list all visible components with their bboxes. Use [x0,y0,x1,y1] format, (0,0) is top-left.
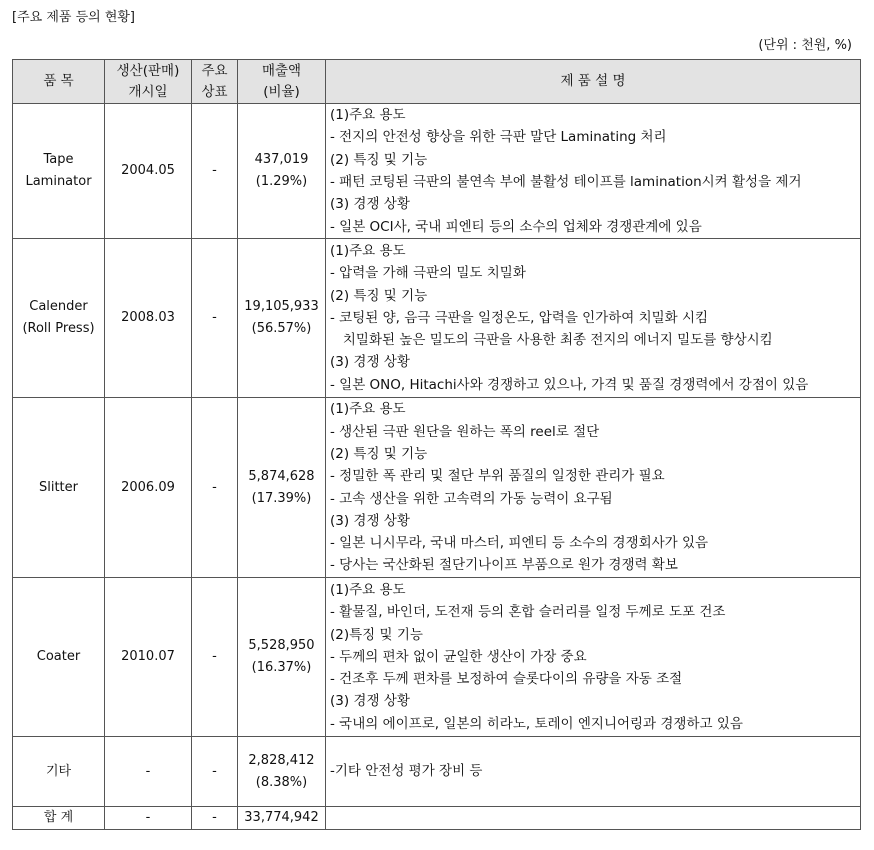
start-date: 2008.03 [105,239,192,398]
table-row [13,737,861,807]
header-sales: 매출액 (비율) [238,60,326,104]
header-start-date: 생산(판매) 개시일 [105,60,192,104]
unit-label: (단위 : 천원, %) [758,38,852,53]
product-name: 기타 [13,737,105,807]
sales: 5,528,950 (16.37%) [238,578,326,737]
description: -기타 안전성 평가 장비 등 [326,737,861,807]
start-date: - [105,737,192,807]
total-brand: - [192,807,238,830]
header-description: 제 품 설 명 [326,60,861,104]
product-name: Calender (Roll Press) [13,239,105,398]
table-row [13,239,861,398]
description: (1)주요 용도 - 활물질, 바인더, 도전재 등의 혼합 슬러리를 일정 두께로 도포 건조 (2)특징 및 기능 - 두께의 편차 없이 균일한 생산이 가장 중요 - 건조후 두께 편차를 보정하여 슬롯다이의 유량을 자동 조절 (3) 경쟁 상황 - 국내의 에이프로, 일본의 히라노, 토레이 엔지니어링과 경쟁하고 있음 [326,578,861,737]
total-row [13,807,861,830]
product-name: Coater [13,578,105,737]
header-row [13,60,861,104]
total-description [326,807,861,830]
table-row [13,398,861,578]
brand: - [192,398,238,578]
sales: 2,828,412 (8.38%) [238,737,326,807]
start-date: 2004.05 [105,104,192,239]
sales: 5,874,628 (17.39%) [238,398,326,578]
section-title: [주요 제품 등의 현황] [12,10,136,25]
header-product: 품 목 [13,60,105,104]
total-date: - [105,807,192,830]
description: (1)주요 용도 - 전지의 안전성 향상을 위한 극판 말단 Laminating 처리 (2) 특징 및 기능 - 패턴 코팅된 극판의 불연속 부에 불활성 테이프를 lamination시켜 활성을 제거 (3) 경쟁 상황 - 일본 OCI사, 국내 피엔티 등의 소수의 업체와 경쟁관계에 있음 [326,104,861,239]
product-name: Slitter [13,398,105,578]
start-date: 2006.09 [105,398,192,578]
brand: - [192,578,238,737]
product-name: Tape Laminator [13,104,105,239]
brand: - [192,104,238,239]
sales: 437,019 (1.29%) [238,104,326,239]
start-date: 2010.07 [105,578,192,737]
header-brand: 주요 상표 [192,60,238,104]
total-label: 합 계 [13,807,105,830]
table-row [13,104,861,239]
products-table [12,59,861,830]
description: (1)주요 용도 - 압력을 가해 극판의 밀도 치밀화 (2) 특징 및 기능 - 코팅된 양, 음극 극판을 일정온도, 압력을 인가하여 치밀화 시킴 치밀화된 높은 밀도의 극판을 사용한 최종 전지의 에너지 밀도를 향상시킴 (3) 경쟁 상황 - 일본 ONO, Hitachi사와 경쟁하고 있으나, 가격 및 품질 경쟁력에서 강점이 있음 [326,239,861,398]
brand: - [192,737,238,807]
brand: - [192,239,238,398]
description: (1)주요 용도 - 생산된 극판 원단을 원하는 폭의 reel로 절단 (2) 특징 및 기능 - 정밀한 폭 관리 및 절단 부위 품질의 일정한 관리가 필요 - 고속 생산을 위한 고속력의 가동 능력이 요구됨 (3) 경쟁 상황 - 일본 니시무라, 국내 마스터, 피엔티 등 소수의 경쟁회사가 있음 - 당사는 국산화된 절단기나이프 부품으로 원가 경쟁력 확보 [326,398,861,578]
sales: 19,105,933 (56.57%) [238,239,326,398]
total-sales: 33,774,942 [238,807,326,830]
table-row [13,578,861,737]
